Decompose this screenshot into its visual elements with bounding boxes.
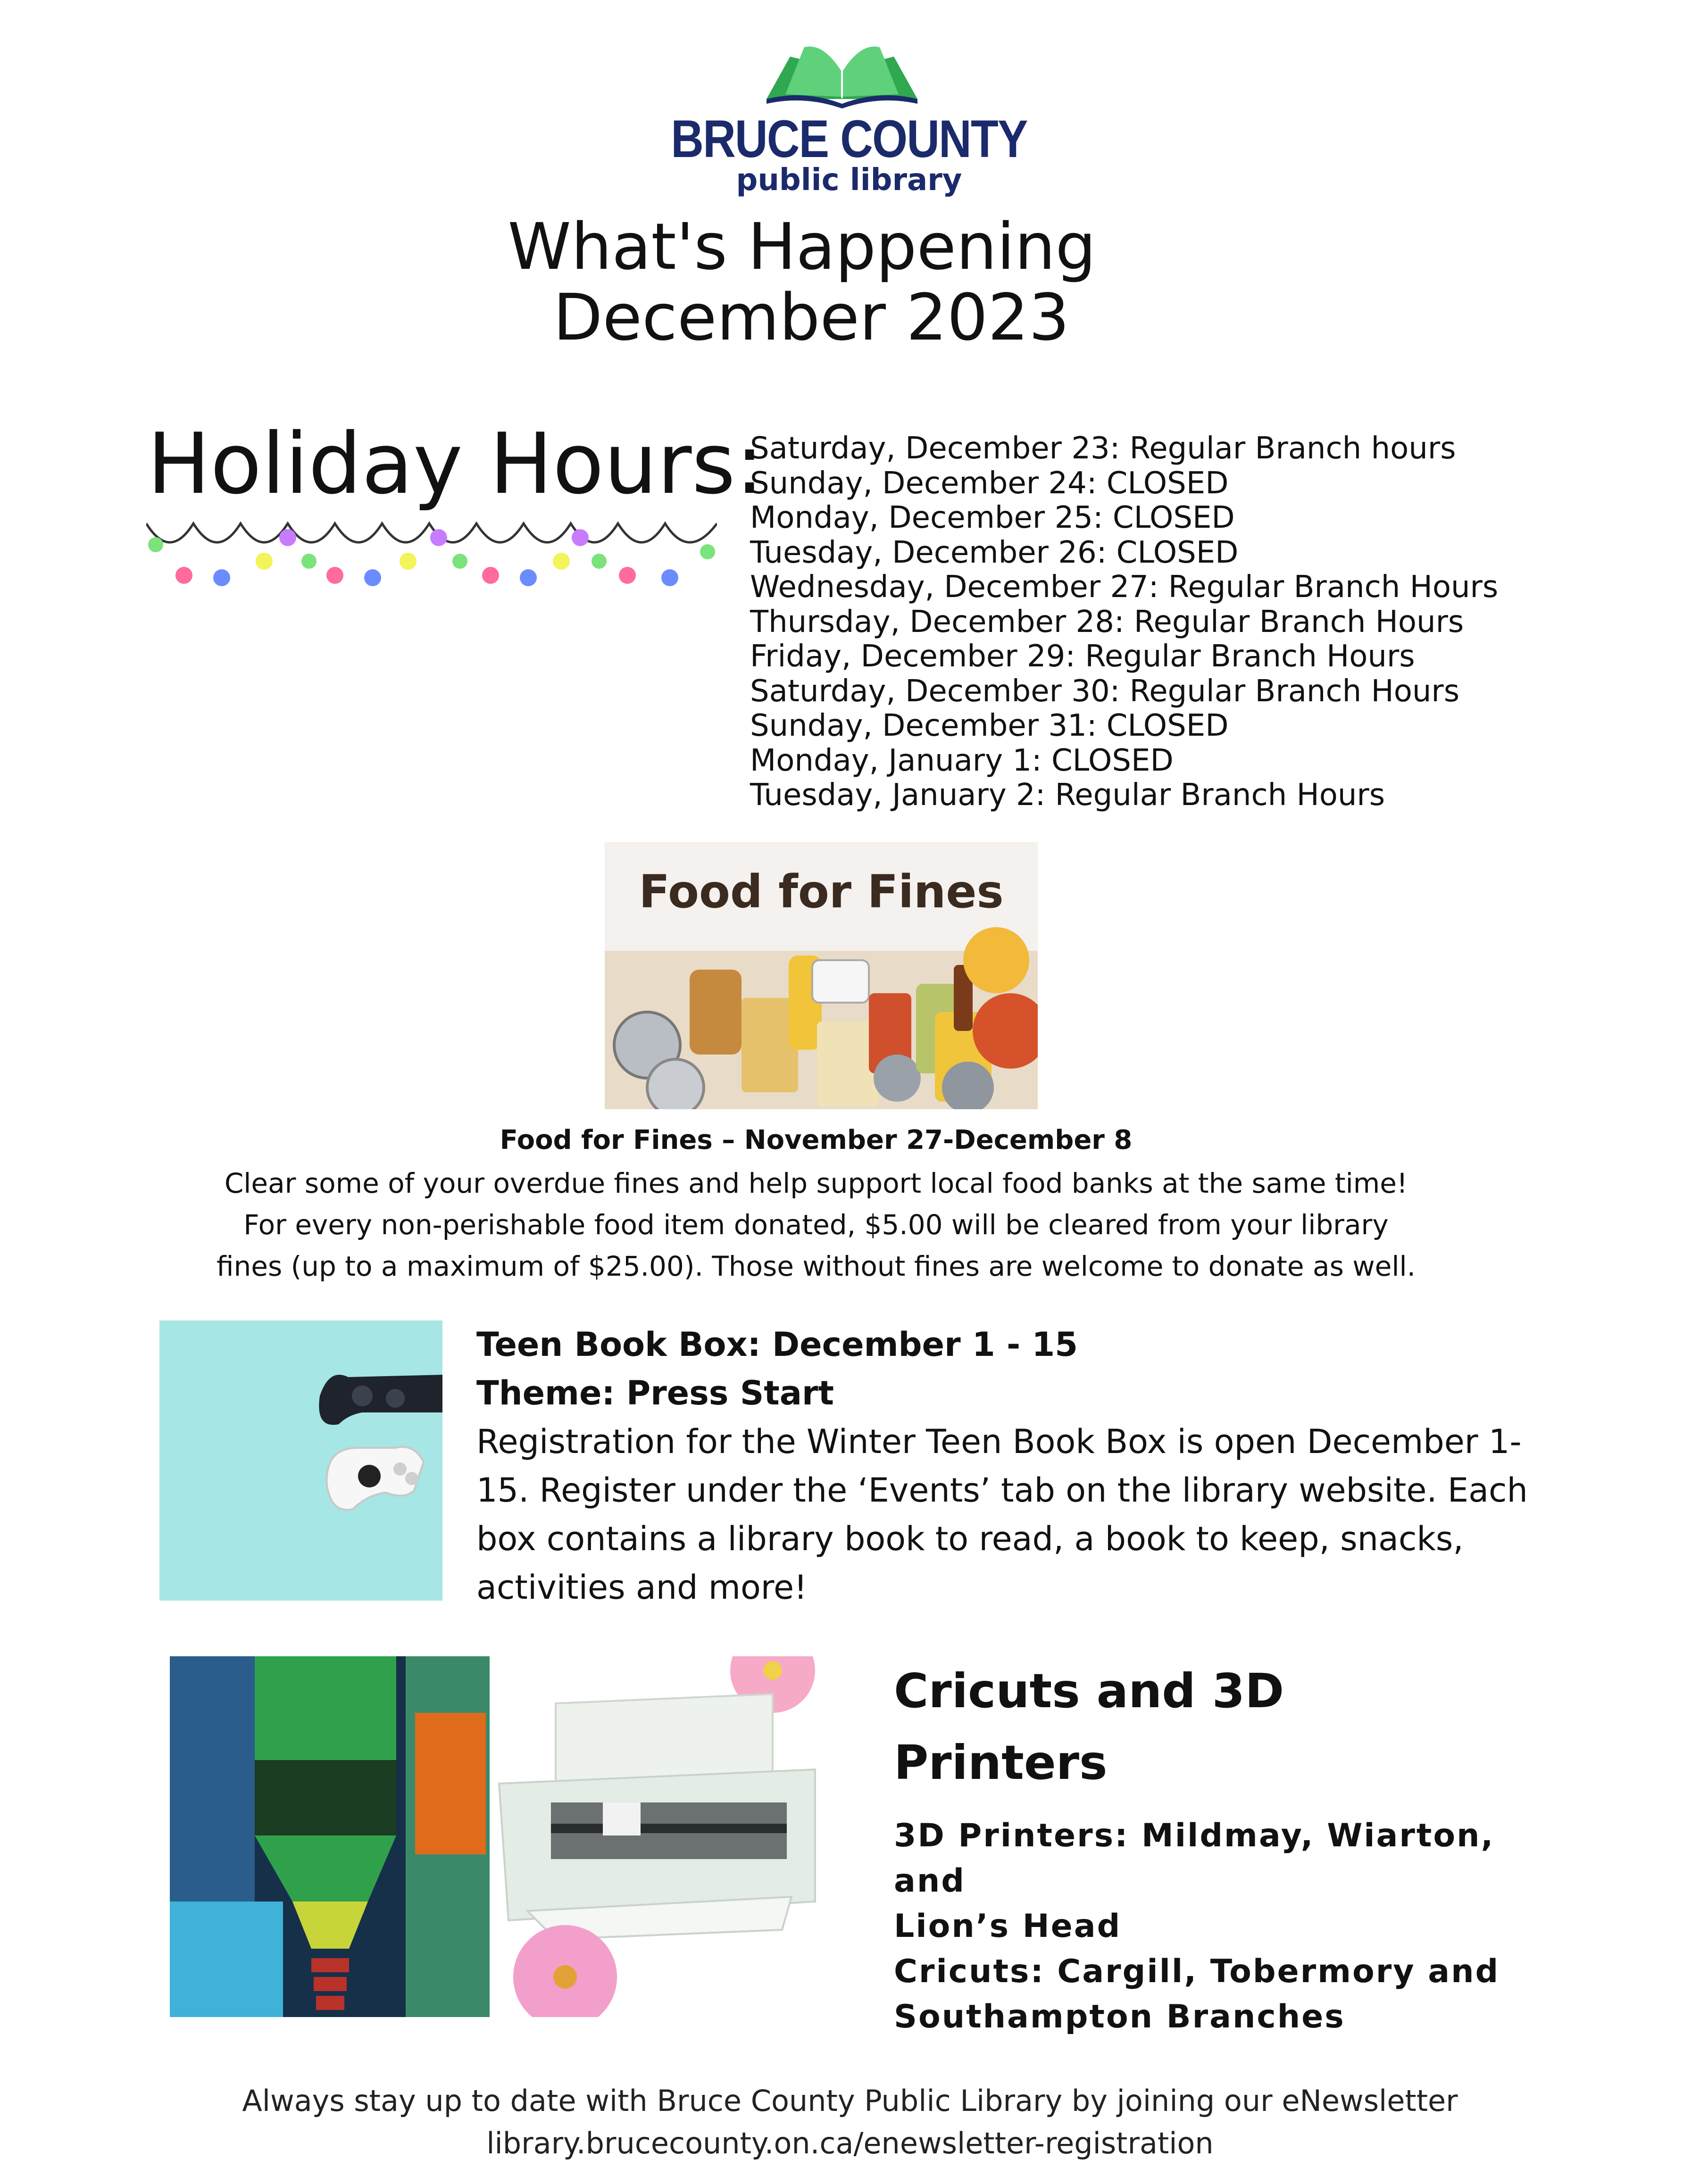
food-for-fines-body: Clear some of your overdue fines and help support local food banks at the same time! For every non-perishable food item donated, $5.00 will be cleared from your library fines (up to a maximum of $25.00). Those without fines are welcome to donate as well. [216,1167,1416,1282]
game-controllers-image [159,1320,442,1601]
game-controller-icon [159,1320,442,1601]
teen-book-box-theme: Theme: Press Start [476,1374,834,1412]
cricuts-title [894,1655,1507,1799]
teen-book-box-section [476,1320,1561,1612]
holiday-hours-item: Thursday, December 28: Regular Branch Hours [750,604,1464,639]
cricuts-location-line: Cricuts: Cargill, Tobermory and [894,1953,1500,1990]
cricuts-location-line: Southampton Branches [894,1998,1345,2035]
library-logo-subtitle: public library [736,163,962,198]
holiday-hours-item: Wednesday, December 27: Regular Branch Hours [750,570,1499,605]
teen-book-box-title: Teen Book Box: December 1 - 15 [476,1325,1078,1364]
page-title-line1: What's Happening [508,210,1096,284]
holiday-hours-heading: Holiday Hours: [147,415,764,513]
holiday-hours-item: Sunday, December 31: CLOSED [750,708,1229,743]
footer-newsletter-text: Always stay up to date with Bruce County Public Library by joining our eNewsletter [242,2084,1458,2118]
cricuts-title-line2: Printers [894,1735,1108,1790]
cricuts-location-line: Lion’s Head [894,1908,1122,1945]
holiday-hours-item: Tuesday, December 26: CLOSED [750,535,1239,570]
footer-newsletter-link[interactable]: library.brucecounty.on.ca/enewsletter-registration [486,2126,1214,2160]
holiday-hours-list [750,432,1498,813]
holiday-hours-item: Monday, January 1: CLOSED [750,743,1174,778]
cricuts-title-line1: Cricuts and 3D [894,1663,1284,1719]
teen-book-box-body: Registration for the Winter Teen Book Box is open December 1-15. Register under the ‘Events’ tab on the library website. Each box contains a library book to read, a book to keep, snacks, activities and more! [476,1422,1528,1607]
page-title-line2: December 2023 [553,281,1070,355]
cricuts-locations [894,1813,1554,2040]
cricuts-location-line: 3D Printers: Mildmay, Wiarton, and [894,1817,1495,1900]
food-for-fines-heading: Food for Fines – November 27-December 8 [500,1125,1133,1155]
cricut-machine-image [490,1656,823,2017]
cricut-machine-icon [490,1656,823,2017]
3d-printer-nozzle-icon [170,1656,490,2017]
3d-printer-image [170,1656,490,2017]
holiday-hours-item: Sunday, December 24: CLOSED [750,465,1229,501]
holiday-hours-item: Friday, December 29: Regular Branch Hours [750,639,1415,674]
library-logo-name: BRUCE COUNTY [671,109,1027,168]
food-for-fines-image-caption: Food for Fines [639,865,1004,918]
holiday-hours-item: Monday, December 25: CLOSED [750,500,1235,535]
holiday-hours-item: Saturday, December 23: Regular Branch hours [750,431,1456,466]
holiday-hours-item: Tuesday, January 2: Regular Branch Hours [750,778,1385,813]
holiday-hours-item: Saturday, December 30: Regular Branch Hours [750,673,1460,709]
library-logo-book-icon [757,38,927,108]
string-lights-icon [146,509,717,618]
